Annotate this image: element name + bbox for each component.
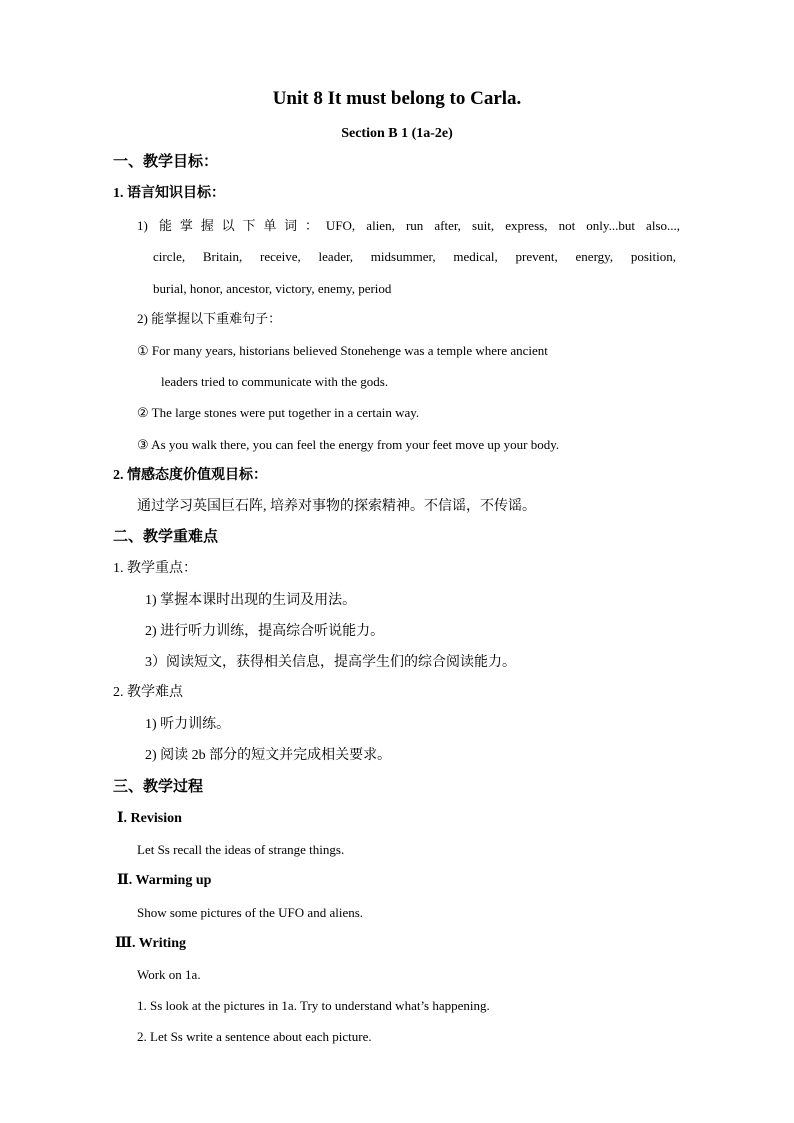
section-3-heading: 三、教学过程 bbox=[113, 779, 204, 795]
key-point-3: 3）阅读短文，获得相关信息，提高学生们的综合阅读能力。 bbox=[145, 655, 516, 670]
vocab-line-2: circle, Britain, receive, leader, midsummer, medical, prevent, energy, position, bbox=[153, 249, 676, 264]
attitude-goals-text: 通过学习英国巨石阵, 培养对事物的探索精神。不信谣，不传谣。 bbox=[137, 499, 536, 514]
writing-step-2: 2. Let Ss write a sentence about each picture. bbox=[137, 1029, 372, 1044]
key-point-2: 2) 进行听力训练，提高综合听说能力。 bbox=[145, 624, 385, 639]
sentence-3: ③ As you walk there, you can feel the energy from your feet move up your body. bbox=[137, 437, 560, 452]
sentence-1-line-1: ① For many years, historians believed Stonehenge was a temple where ancient bbox=[137, 343, 548, 358]
vocab-line-3: burial, honor, ancestor, victory, enemy, period bbox=[153, 281, 392, 296]
page-title: Unit 8 It must belong to Carla. bbox=[272, 88, 522, 109]
step-2-label: Ⅱ. Warming up bbox=[117, 873, 212, 888]
attitude-goals-heading: 2. 情感态度价值观目标： bbox=[113, 468, 267, 483]
sentence-2: ② The large stones were put together in a certain way. bbox=[137, 405, 420, 420]
section-2-heading: 二、教学重难点 bbox=[113, 529, 219, 545]
difficulties-label: 2. 教学难点 bbox=[113, 685, 183, 700]
sentences-heading: 2) 能掌握以下重难句子： bbox=[137, 311, 282, 326]
vocab-line-1: 1) 能掌握以下单词：UFO, alien, run after, suit, express, not only...but also..., bbox=[137, 218, 680, 233]
page-subtitle: Section B 1 (1a-2e) bbox=[341, 126, 453, 141]
difficulty-1: 1) 听力训练。 bbox=[145, 717, 231, 732]
sentence-1-line-2: leaders tried to communicate with the gods. bbox=[161, 374, 389, 389]
language-goals-heading: 1. 语言知识目标： bbox=[113, 186, 225, 201]
section-1-heading: 一、教学目标： bbox=[113, 154, 219, 170]
step-1-text: Let Ss recall the ideas of strange things. bbox=[137, 842, 345, 857]
key-point-1: 1) 掌握本课时出现的生词及用法。 bbox=[145, 593, 357, 608]
writing-step-1: 1. Ss look at the pictures in 1a. Try to understand what’s happening. bbox=[137, 998, 490, 1013]
key-points-label: 1. 教学重点： bbox=[113, 561, 197, 576]
difficulty-2: 2) 阅读 2b 部分的短文并完成相关要求。 bbox=[145, 748, 392, 763]
step-3-text: Work on 1a. bbox=[137, 967, 201, 982]
step-1-label: Ⅰ. Revision bbox=[117, 811, 182, 826]
step-3-label: Ⅲ. Writing bbox=[115, 936, 186, 951]
step-2-text: Show some pictures of the UFO and aliens. bbox=[137, 905, 364, 920]
